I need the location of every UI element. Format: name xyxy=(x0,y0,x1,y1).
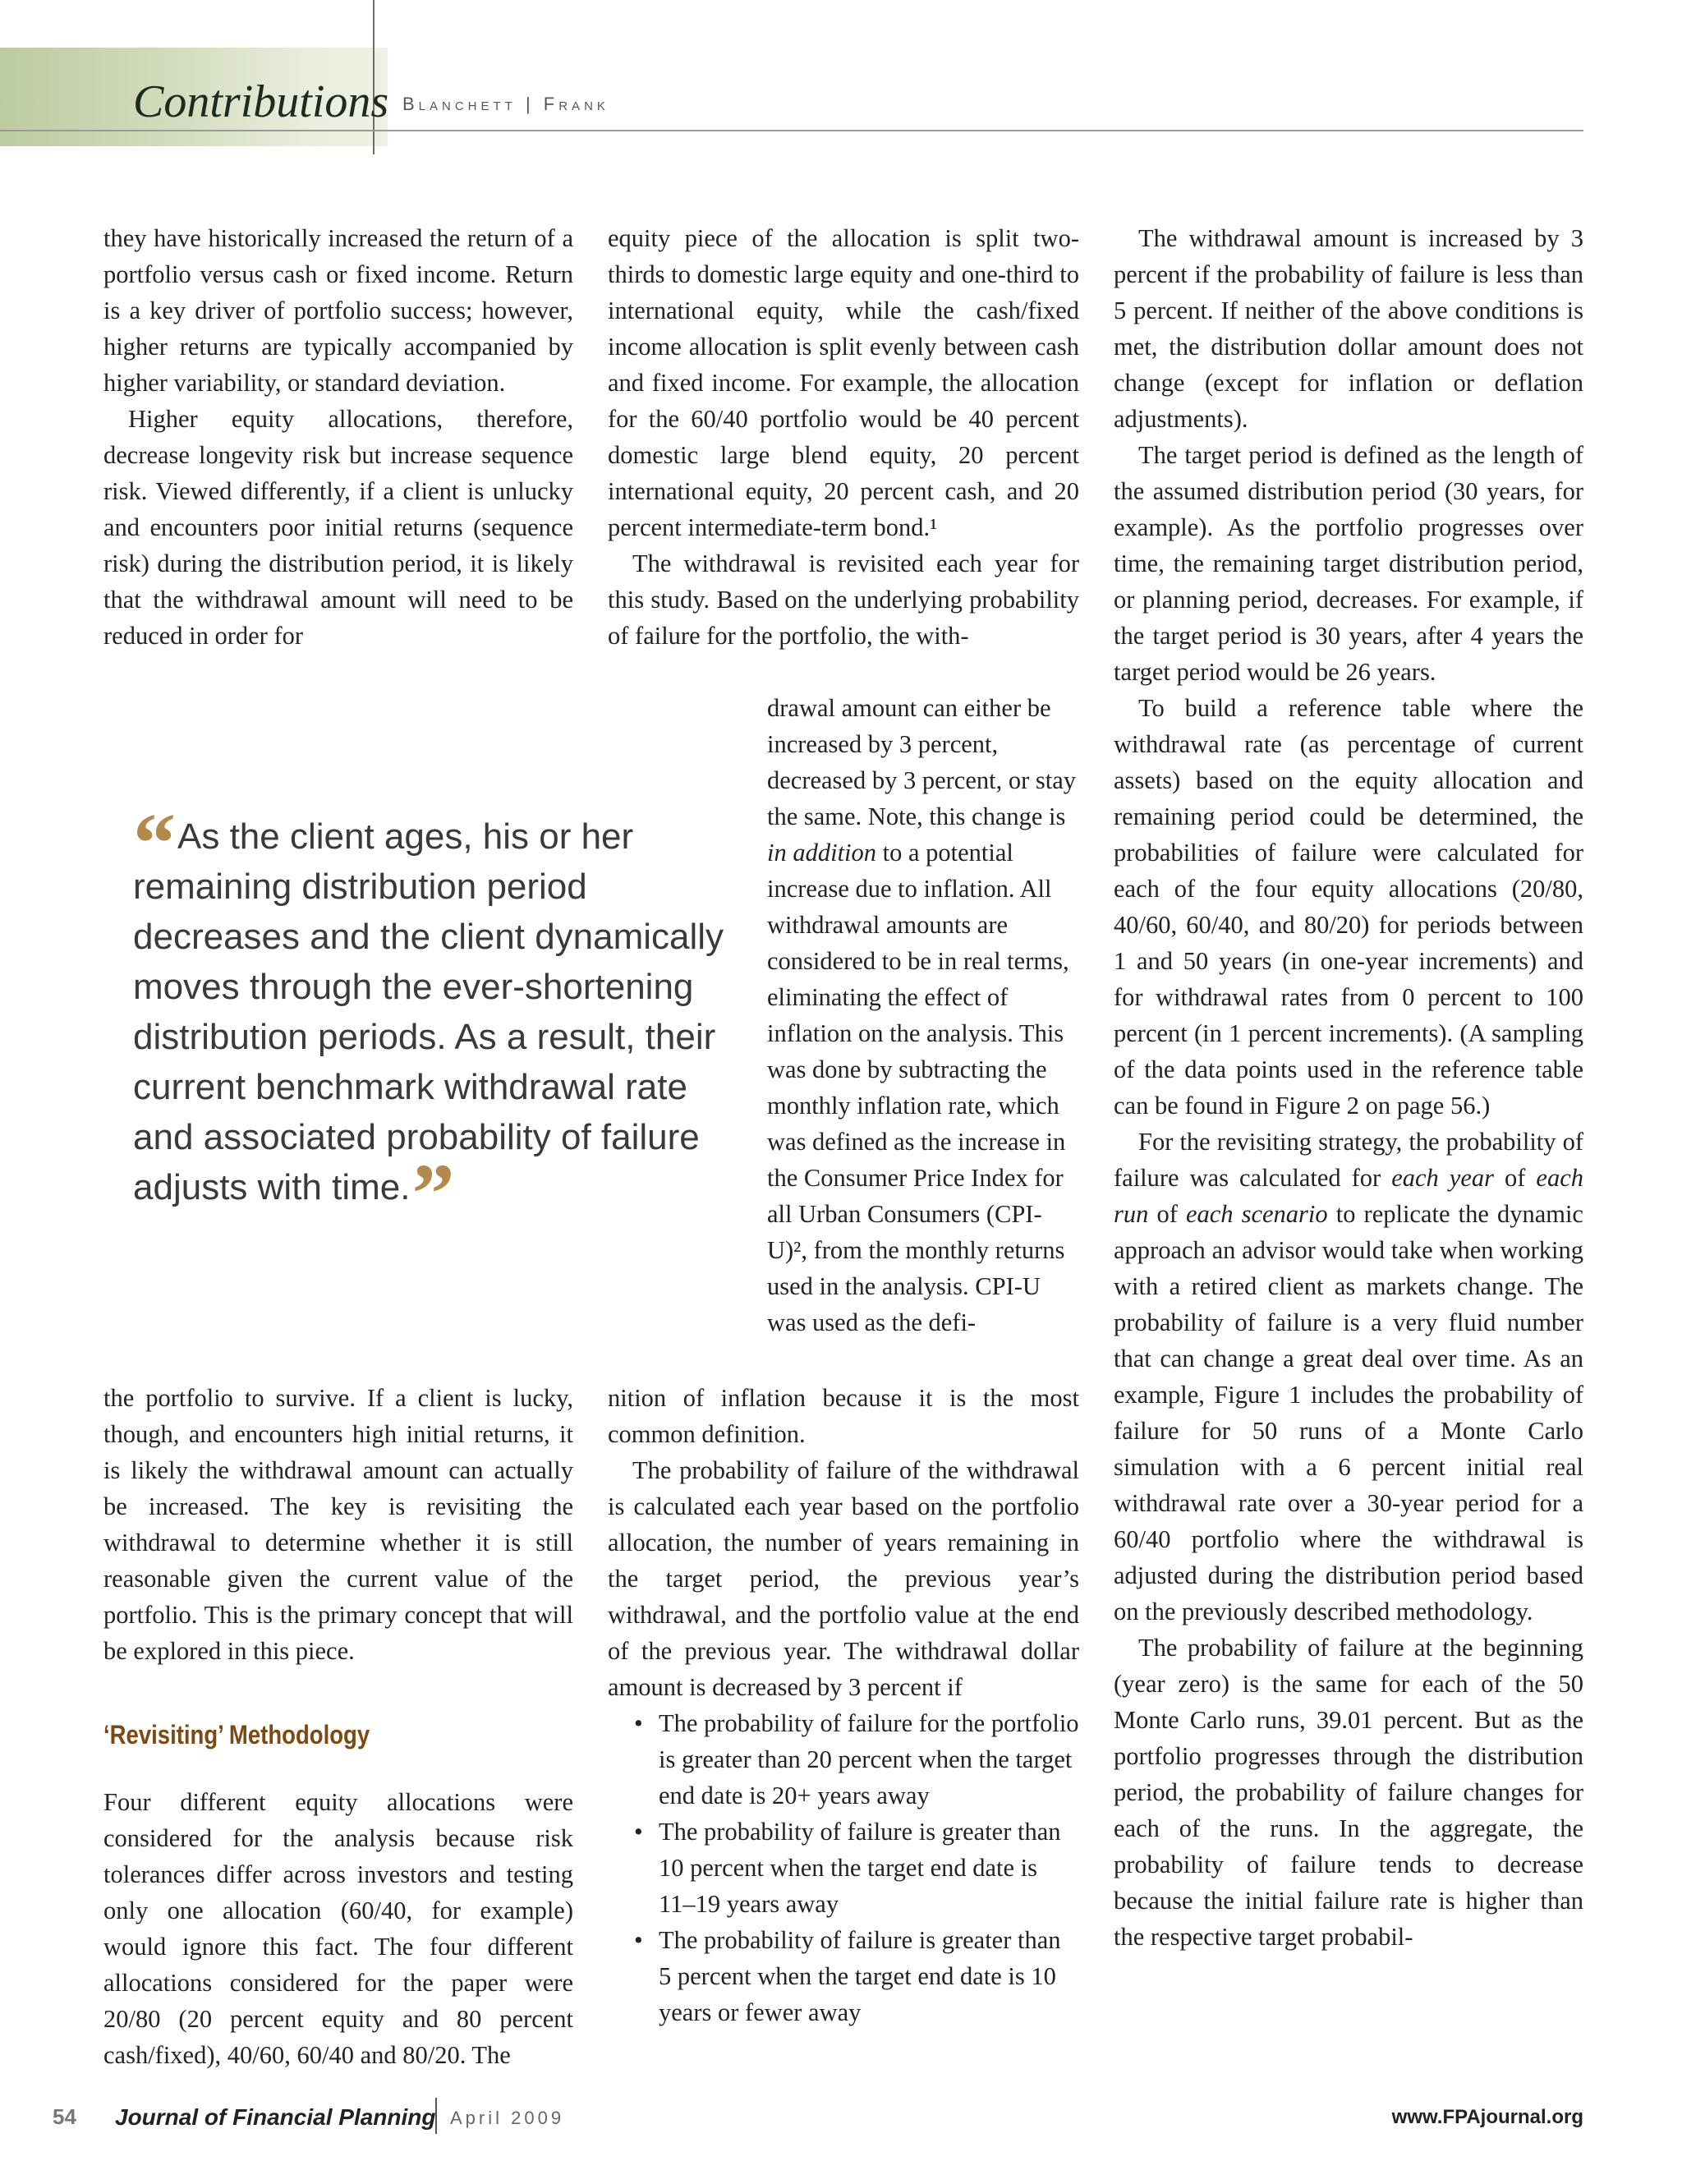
column-2-top xyxy=(608,220,1079,654)
text-run: For the revisiting strategy, the probability of failure was calculated for xyxy=(1114,1128,1583,1192)
paragraph: equity piece of the allocation is split two-thirds to domestic large equity and one-third to international equity, while the cash/fixed income allocation is split evenly between cash and fixed income. For example, the allocation for the 60/40 portfolio would be 40 percent domestic large blend equity, 20 percent international equity, 20 percent cash, and 20 percent intermediate-term bond.¹ xyxy=(608,224,1079,541)
paragraph: To build a reference table where the withdrawal rate (as percentage of current assets) based on the equity allocation and remaining period could be determined, the probabilities of failure were calculated for each of the four equity allocations (20/80, 40/60, 60/40, and 80/20) for periods between 1 and 50 years (in one-year increments) and for withdrawal rates from 0 percent to 100 percent (in 1 percent increments). (A sampling of the data points used in the reference table can be found in Figure 2 on page 56.) xyxy=(1114,694,1583,1120)
paragraph xyxy=(1114,1124,1583,1630)
column-2-wrapped-text xyxy=(767,690,1079,1340)
paragraph: Four different equity allocations were considered for the analysis because risk tolerances differ across investors and testing only one allocation (60/40, for example) would ignore this fact. The four different allocations considered for the paper were 20/80 (20 percent equity and 80 percent cash/fixed), 40/60, 60/40 and 80/20. The xyxy=(103,1788,573,2069)
column-1-methodology xyxy=(103,1784,573,2073)
close-quote-mark: ” xyxy=(411,1147,455,1241)
column-2-bottom xyxy=(608,1380,1079,2030)
condition-list xyxy=(608,1705,1079,2030)
header-rule xyxy=(0,130,1583,131)
paragraph: The probability of failure at the beginning (year zero) is the same for each of the 50 Monte Carlo runs, 39.01 percent. But as the portfolio progresses through the distribution period, the probability of failure changes for each of the runs. In the aggregate, the probability of failure tends to decrease because the initial failure rate is higher than the respective target probabil- xyxy=(1114,1634,1583,1951)
text-run: drawal amount can either be increased by 3 percent, decreased by 3 percent, or stay the same. Note, this change is xyxy=(767,694,1076,830)
paragraph: the portfolio to survive. If a client is lucky, though, and encounters high initial returns, it is likely the withdrawal amount can actually be increased. The key is revisiting the withdrawal to determine whether it is still reasonable given the current value of the portfolio. This is the primary concept that will be explored in this piece. xyxy=(103,1384,573,1665)
open-quote-mark: “ xyxy=(133,796,176,890)
list-item: • The probability of failure is greater than 10 percent when the target end date is 11–19 years away xyxy=(608,1814,1079,1922)
journal-name: Journal of Financial Planning xyxy=(115,2104,436,2130)
text-run: of xyxy=(1148,1200,1186,1228)
section-subheading: ‘Revisiting’ Methodology xyxy=(103,1720,370,1749)
emphasis: each run xyxy=(1114,1164,1583,1228)
paragraph xyxy=(767,690,1079,1340)
column-1-top xyxy=(103,220,573,654)
page-number: 54 xyxy=(53,2104,76,2129)
list-item: • The probability of failure for the portfolio is greater than 20 percent when the target end date is 20+ years away xyxy=(608,1705,1079,1814)
paragraph: Higher equity allocations, therefore, decrease longevity risk but increase sequence risk. Viewed differently, if a client is unlucky and encounters poor initial returns (sequence risk) during the distribution period, it is likely that the withdrawal amount will need to be reduced in order for xyxy=(103,405,573,650)
issue-date: April 2009 xyxy=(450,2108,565,2128)
text-run: of xyxy=(1493,1164,1537,1192)
emphasis: each scenario xyxy=(1185,1200,1328,1228)
column-1-bottom xyxy=(103,1380,573,1669)
footer-divider xyxy=(435,2098,437,2134)
journal-url[interactable]: www.FPAjournal.org xyxy=(1391,2106,1583,2128)
list-item: • The probability of failure is greater than 5 percent when the target end date is 10 years or fewer away xyxy=(608,1922,1079,2030)
pull-quote-text: As the client ages, his or her remaining distribution period decreases and the client dynamically moves through the ever-shortening distribution periods. As a result, their current benchmark withdrawal rate and associated probability of failure adjusts with time. xyxy=(133,816,724,1207)
text-run: to a potential increase due to inflation. All withdrawal amounts are considered to be in real terms, eliminating the effect of inflation on the analysis. This was done by subtracting the monthly inflation rate, which was defined as the increase in the Consumer Price Index for all Urban Consumers (CPI-U)², from the monthly returns used in the analysis. CPI-U was used as the defi- xyxy=(767,839,1069,1336)
emphasis: in addition xyxy=(767,839,877,867)
authors: Blanchett | Frank xyxy=(402,94,609,114)
paragraph: The withdrawal amount is increased by 3 percent if the probability of failure is less than 5 percent. If neither of the above conditions is met, the distribution dollar amount does not change (except for inflation or deflation adjustments). xyxy=(1114,224,1583,433)
text-run: to replicate the dynamic approach an advisor would take when working with a retired client as markets change. The probability of failure is a very fluid number that can change a great deal over time. As an example, Figure 1 includes the probability of failure for 50 runs of a Monte Carlo simulation with a 6 percent initial real withdrawal rate over a 30-year period for a 60/40 portfolio where the withdrawal is adjusted during the distribution period based on the previously described methodology. xyxy=(1114,1200,1583,1625)
paragraph: The probability of failure of the withdrawal is calculated each year based on the portfolio allocation, the number of years remaining in the target period, the previous year’s withdrawal, and the portfolio value at the end of the previous year. The withdrawal dollar amount is decreased by 3 percent if xyxy=(608,1456,1079,1701)
paragraph: The target period is defined as the length of the assumed distribution period (30 years, for example). As the portfolio progresses over time, the remaining target distribution period, or planning period, decreases. For example, if the target period is 30 years, after 4 years the target period would be 26 years. xyxy=(1114,441,1583,686)
section-title: Contributions xyxy=(133,76,389,127)
pull-quote xyxy=(133,796,741,1241)
column-3 xyxy=(1114,220,1583,1955)
emphasis: each year xyxy=(1391,1164,1494,1192)
paragraph: they have historically increased the return of a portfolio versus cash or fixed income. Return is a key driver of portfolio success; however, higher returns are typically accompanied by higher variability, or standard deviation. xyxy=(103,224,573,397)
paragraph: nition of inflation because it is the most common definition. xyxy=(608,1384,1079,1448)
paragraph: The withdrawal is revisited each year for this study. Based on the underlying probability of failure for the portfolio, the with- xyxy=(608,549,1079,650)
